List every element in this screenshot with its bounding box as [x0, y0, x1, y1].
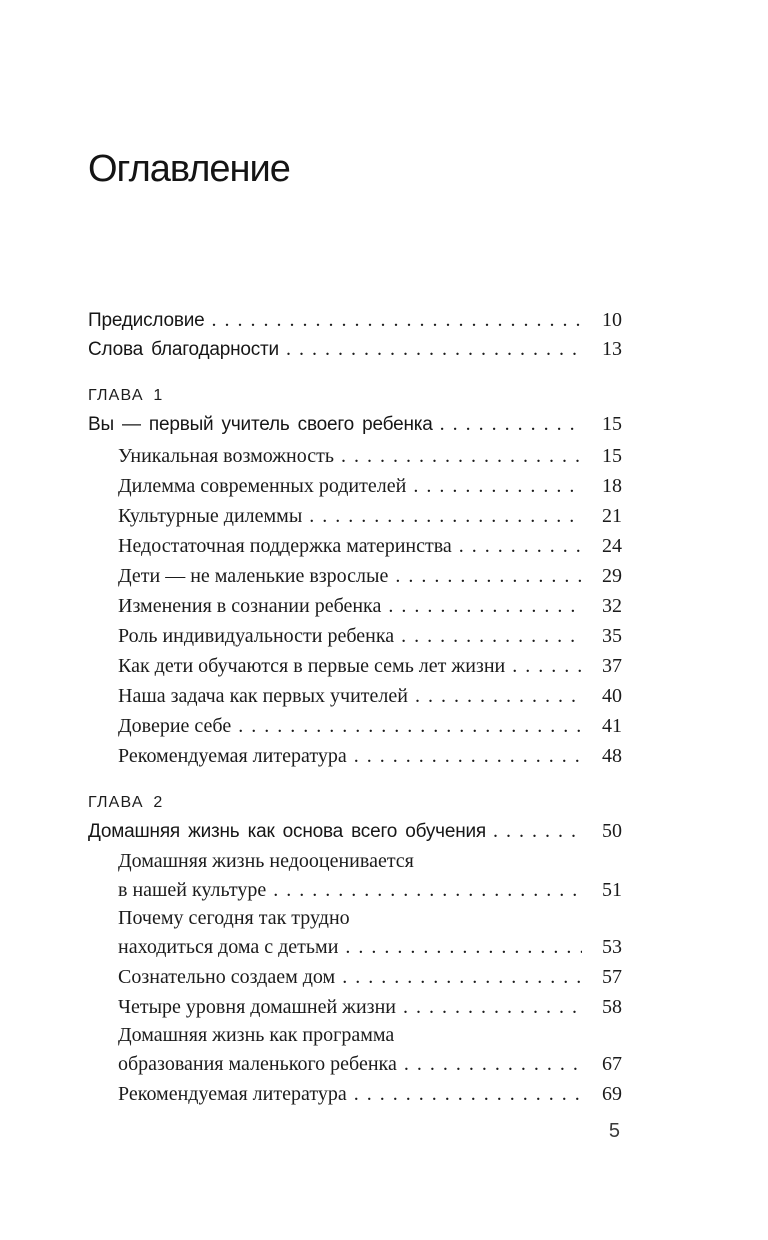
- dot-leader: [345, 932, 582, 962]
- toc-page-number: 57: [602, 966, 622, 988]
- toc-entry-title: Дилемма современных родителей: [118, 475, 407, 497]
- toc-row: [118, 531, 622, 561]
- dot-leader: [342, 962, 582, 992]
- toc-entry-title: Четыре уровня домашней жизни: [118, 996, 396, 1018]
- toc-entry-title: Как дети обучаются в первые семь лет жизни: [118, 655, 506, 677]
- dot-leader: [286, 335, 582, 363]
- toc-row: [118, 651, 622, 681]
- chapter-entries: [88, 848, 622, 1109]
- toc-entry-title: Сознательно создаем дом: [118, 966, 336, 988]
- toc-row: [118, 875, 622, 905]
- toc-row: [118, 1049, 622, 1079]
- dot-leader: [388, 591, 582, 621]
- toc-entry: [88, 681, 622, 711]
- toc-entry: [88, 1022, 622, 1079]
- toc-page-number: 67: [602, 1053, 622, 1075]
- toc-entry: [88, 591, 622, 621]
- toc-page-number: 29: [602, 565, 622, 587]
- toc-entry-title: Слова благодарности: [88, 339, 279, 360]
- chapter-heading: ГЛАВА 1: [88, 387, 164, 404]
- toc-row: [118, 441, 622, 471]
- toc-page-number: 32: [602, 595, 622, 617]
- toc-page-number: 50: [602, 820, 622, 842]
- page-title: Оглавление: [88, 148, 290, 190]
- dot-leader: [440, 409, 582, 439]
- dot-leader: [403, 992, 582, 1022]
- toc-row: [88, 816, 622, 847]
- toc-entry-title: находиться дома с детьми: [118, 936, 339, 958]
- toc-row: [118, 741, 622, 771]
- toc-entry-title: Доверие себе: [118, 715, 232, 737]
- toc-entry: [88, 651, 622, 681]
- dot-leader: [309, 501, 582, 531]
- toc-page-number: 24: [602, 535, 622, 557]
- toc-entry: [88, 501, 622, 531]
- dot-leader: [354, 741, 582, 771]
- toc-entry-title: Уникальная возможность: [118, 445, 334, 467]
- toc-row: [118, 681, 622, 711]
- toc-page-number: 35: [602, 625, 622, 647]
- toc-page-number: 48: [602, 745, 622, 767]
- toc-entry: [88, 711, 622, 741]
- toc-page-number: 18: [602, 475, 622, 497]
- toc-entry-title: Роль индивидуальности ребенка: [118, 625, 395, 647]
- toc-row: [118, 471, 622, 501]
- dot-leader: [415, 681, 582, 711]
- toc-page-number: 15: [602, 413, 622, 435]
- toc-row: [118, 501, 622, 531]
- toc-row: [118, 932, 622, 962]
- toc-entry: [88, 962, 622, 992]
- dot-leader: [212, 306, 582, 334]
- toc-row: [118, 621, 622, 651]
- toc-row: [118, 561, 622, 591]
- toc-entry: [88, 848, 622, 905]
- toc-page-number: 10: [602, 309, 622, 331]
- dot-leader: [401, 621, 582, 651]
- toc-entry-title: Недостаточная поддержка материнства: [118, 535, 452, 557]
- dot-leader: [273, 875, 582, 905]
- toc-page-number: 40: [602, 685, 622, 707]
- toc-chapter-section: [88, 383, 622, 771]
- toc-entry-title: Рекомендуемая литература: [118, 745, 347, 767]
- toc-entry: [88, 561, 622, 591]
- toc-entry: [88, 741, 622, 771]
- toc-row: [118, 711, 622, 741]
- dot-leader: [413, 471, 582, 501]
- toc-page-number: 53: [602, 936, 622, 958]
- chapter-heading: ГЛАВА 2: [88, 794, 164, 811]
- toc-row: [118, 1079, 622, 1109]
- toc-row: [88, 306, 622, 335]
- dot-leader: [512, 651, 582, 681]
- toc-page-number: 37: [602, 655, 622, 677]
- toc-entry: [88, 992, 622, 1022]
- toc-page-number: 69: [602, 1083, 622, 1105]
- toc-entry: [88, 905, 622, 962]
- chapter-title: Домашняя жизнь как основа всего обучения: [88, 821, 487, 842]
- toc-row: [118, 992, 622, 1022]
- toc-entry: [88, 471, 622, 501]
- toc-page-number: 21: [602, 505, 622, 527]
- toc-entry-title: в нашей культуре: [118, 879, 267, 901]
- toc-entry: [88, 1079, 622, 1109]
- toc-page-number: 15: [602, 445, 622, 467]
- dot-leader: [341, 441, 582, 471]
- toc-row: [118, 591, 622, 621]
- toc-entry: [88, 441, 622, 471]
- toc-chapter-section: [88, 790, 622, 1109]
- toc-entry-title: Наша задача как первых учителей: [118, 685, 408, 707]
- dot-leader: [354, 1079, 582, 1109]
- toc-entry-title: образования маленького ребенка: [118, 1053, 397, 1075]
- toc-row: [88, 335, 622, 364]
- toc-page-number: 41: [602, 715, 622, 737]
- dot-leader: [404, 1049, 582, 1079]
- dot-leader: [395, 561, 582, 591]
- toc-entry-title: Предисловие: [88, 310, 205, 331]
- dot-leader: [459, 531, 582, 561]
- toc-entry-title: Культурные дилеммы: [118, 505, 303, 527]
- toc-page-number: 51: [602, 879, 622, 901]
- toc-row: [88, 409, 622, 440]
- toc-entry-line: Домашняя жизнь недооценивается: [118, 850, 414, 872]
- dot-leader: [493, 816, 582, 846]
- chapter-entries: [88, 441, 622, 771]
- toc-page-number: 13: [602, 338, 622, 360]
- toc-entry: [88, 621, 622, 651]
- toc-page-number: 58: [602, 996, 622, 1018]
- toc-entry-title: Изменения в сознании ребенка: [118, 595, 382, 617]
- toc-entry: [88, 531, 622, 561]
- toc-entry-line: Домашняя жизнь как программа: [118, 1024, 395, 1046]
- dot-leader: [238, 711, 582, 741]
- chapter-title: Вы — первый учитель своего ребенка: [88, 414, 433, 435]
- table-of-contents: [88, 306, 622, 1109]
- toc-row: [118, 962, 622, 992]
- folio-page-number: 5: [608, 1120, 620, 1142]
- toc-entry-title: Рекомендуемая литература: [118, 1083, 347, 1105]
- toc-entry-title: Дети — не маленькие взрослые: [118, 565, 389, 587]
- toc-entry-line: Почему сегодня так трудно: [118, 907, 350, 929]
